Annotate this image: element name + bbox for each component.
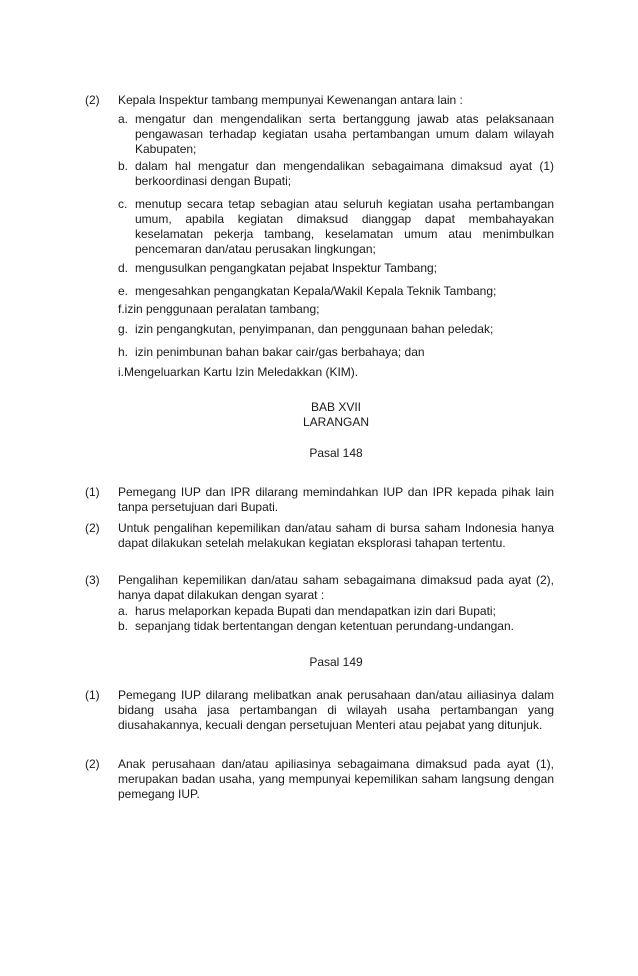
list-label: c. [118, 197, 128, 211]
paragraph-text: Untuk pengalihan kepemilikan dan/atau saham di bursa saham Indonesia hanya dapat dilakukan setelah melakukan kegiatan eksplorasi tahapan tertentu. [118, 521, 554, 550]
list-item-i [118, 365, 554, 380]
paragraph-number: (2) [85, 521, 100, 535]
list-text: menutup secara tetap sebagian atau seluruh kegiatan usaha pertambangan umum, apabila kegiatan dimaksud dianggap dapat membahayakan keselamatan pekerja tambang, keselamatan umum atau menimbulkan pencemaran dan/atau perusakan lingkungan; [135, 197, 554, 256]
list-text: sepanjang tidak bertentangan dengan ketentuan perundang-undangan. [135, 619, 514, 633]
paragraph-number: (1) [85, 485, 100, 499]
article-title: Pasal 148 [309, 446, 363, 460]
list-item-a [118, 112, 554, 157]
list-label: a. [118, 604, 129, 618]
list-item-h [118, 345, 554, 360]
list-label: h. [118, 345, 129, 359]
chapter-subtitle: LARANGAN [302, 415, 370, 429]
paragraph-intro: Kepala Inspektur tambang mempunyai Kewenangan antara lain : [118, 93, 463, 107]
list-text: mengusulkan pengangkatan pejabat Inspektur Tambang; [135, 261, 437, 275]
list-text: mengesahkan pengangkatan Kepala/Wakil Kepala Teknik Tambang; [135, 284, 497, 298]
paragraph-text: Pengalihan kepemilikan dan/atau saham sebagaimana dimaksud pada ayat (2), hanya dapat dilakukan dengan syarat : [118, 573, 554, 602]
list-label: e. [118, 284, 129, 298]
paragraph-number: (2) [85, 757, 100, 771]
list-label: b. [118, 159, 129, 173]
list-text: Mengeluarkan Kartu Izin Meledakkan (KIM). [124, 365, 359, 379]
list-text: izin pengangkutan, penyimpanan, dan penggunaan bahan peledak; [135, 322, 494, 336]
list-label: i. [118, 365, 124, 379]
condition-item-a [118, 604, 554, 619]
list-text: harus melaporkan kepada Bupati dan mendapatkan izin dari Bupati; [135, 604, 496, 618]
list-item-b [118, 159, 554, 189]
list-item-e [118, 284, 554, 299]
article-title: Pasal 149 [309, 655, 363, 669]
condition-item-b [118, 619, 554, 634]
list-item-c [118, 197, 554, 257]
list-label: b. [118, 619, 129, 633]
paragraph-text: Pemegang IUP dilarang melibatkan anak perusahaan dan/atau ailiasinya dalam bidang usaha jasa pertambangan di wilayah usaha pertambangan yang diusahakannya, kecuali dengan persetujuan Menteri atau pejabat yang ditunjuk. [118, 688, 554, 732]
list-text: mengatur dan mengendalikan serta bertanggung jawab atas pelaksanaan pengawasan terhadap kegiatan usaha pertambangan umum dalam wilayah Kabupaten; [135, 112, 554, 156]
list-label: d. [118, 261, 129, 275]
list-item-g [118, 322, 554, 337]
paragraph-number: (3) [85, 573, 100, 587]
paragraph-number: (2) [85, 93, 100, 107]
list-text: izin penimbunan bahan bakar cair/gas berbahaya; dan [135, 345, 425, 359]
chapter-title: BAB XVII [310, 400, 362, 414]
list-item-d [118, 261, 554, 276]
paragraph-text: Anak perusahaan dan/atau apiliasinya sebagaimana dimaksud pada ayat (1), merupakan badan usaha, yang mempunyai kepemilikan saham langsung dengan pemegang IUP. [118, 757, 554, 801]
list-label: a. [118, 112, 129, 126]
list-item-f [118, 302, 554, 317]
list-label: g. [118, 322, 129, 336]
paragraph-number: (1) [85, 688, 100, 702]
list-text: izin penggunaan peralatan tambang; [124, 302, 320, 316]
list-label: f. [118, 302, 125, 316]
paragraph-text: Pemegang IUP dan IPR dilarang memindahkan IUP dan IPR kepada pihak lain tanpa persetujuan dari Bupati. [118, 485, 554, 514]
list-text: dalam hal mengatur dan mengendalikan sebagaimana dimaksud ayat (1) berkoordinasi dengan Bupati; [135, 159, 554, 188]
